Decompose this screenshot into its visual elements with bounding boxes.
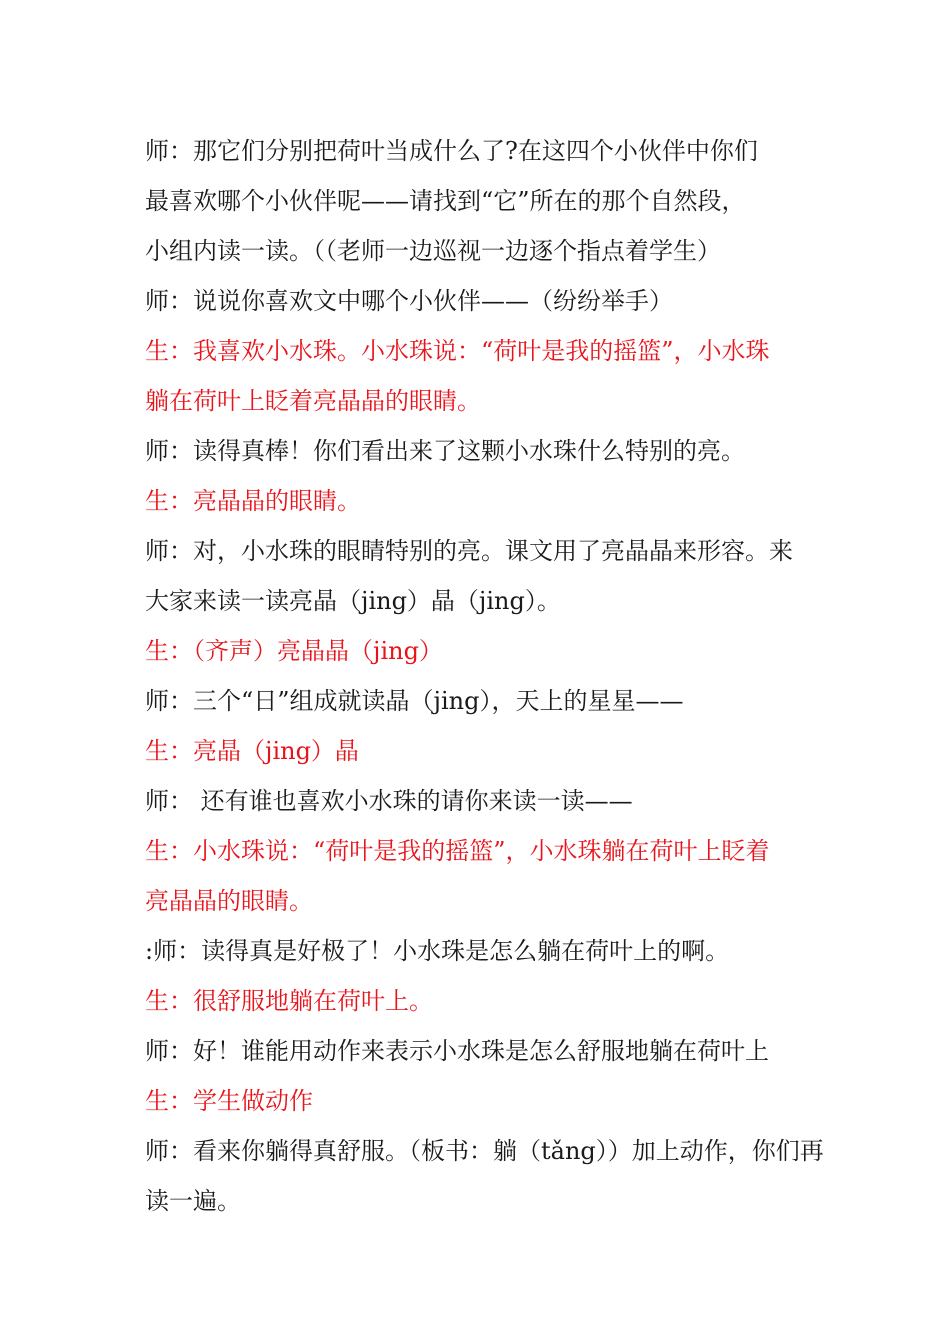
teacher-line: 师： 还有谁也喜欢小水珠的请你来读一读——	[145, 787, 633, 815]
student-line: 生：亮晶晶的眼睛。	[145, 487, 361, 515]
document-body	[145, 126, 824, 1226]
student-line: 生：亮晶（jing）晶	[145, 737, 359, 765]
student-line: 生：我喜欢小水珠。小水珠说：“荷叶是我的摇篮”，小水珠	[145, 337, 770, 365]
teacher-line: 师：读得真棒！你们看出来了这颗小水珠什么特别的亮。	[145, 437, 745, 465]
student-line: 生：很舒服地躺在荷叶上。	[145, 987, 433, 1015]
student-line: 生：学生做动作	[145, 1087, 313, 1115]
teacher-line: 最喜欢哪个小伙伴呢——请找到“它”所在的那个自然段，	[145, 187, 746, 215]
student-line: 生：（齐声）亮晶晶（jing）	[145, 637, 443, 665]
teacher-line: 师：好！谁能用动作来表示小水珠是怎么舒服地躺在荷叶上	[145, 1037, 769, 1065]
teacher-line: 师：看来你躺得真舒服。（板书：躺（tǎng））加上动作，你们再	[145, 1137, 824, 1165]
teacher-line: 师：说说你喜欢文中哪个小伙伴——（纷纷举手）	[145, 287, 673, 315]
student-line: 亮晶晶的眼睛。	[145, 887, 313, 915]
teacher-line: 师：对，小水珠的眼睛特别的亮。课文用了亮晶晶来形容。来	[145, 537, 793, 565]
teacher-line: :师：读得真是好极了！小水珠是怎么躺在荷叶上的啊。	[145, 937, 730, 965]
student-line: 躺在荷叶上眨着亮晶晶的眼睛。	[145, 387, 481, 415]
student-line: 生：小水珠说：“荷叶是我的摇篮”，小水珠躺在荷叶上眨着	[145, 837, 770, 865]
teacher-line: 师：三个“日”组成就读晶（jing），天上的星星——	[145, 687, 684, 715]
teacher-line: 小组内读一读。（（老师一边巡视一边逐个指点着学生）	[145, 237, 721, 265]
teacher-line: 师：那它们分别把荷叶当成什么了?在这四个小伙伴中你们	[145, 137, 758, 165]
teacher-line: 大家来读一读亮晶（jing）晶（jing）。	[145, 587, 561, 615]
teacher-line: 读一遍。	[145, 1187, 241, 1215]
